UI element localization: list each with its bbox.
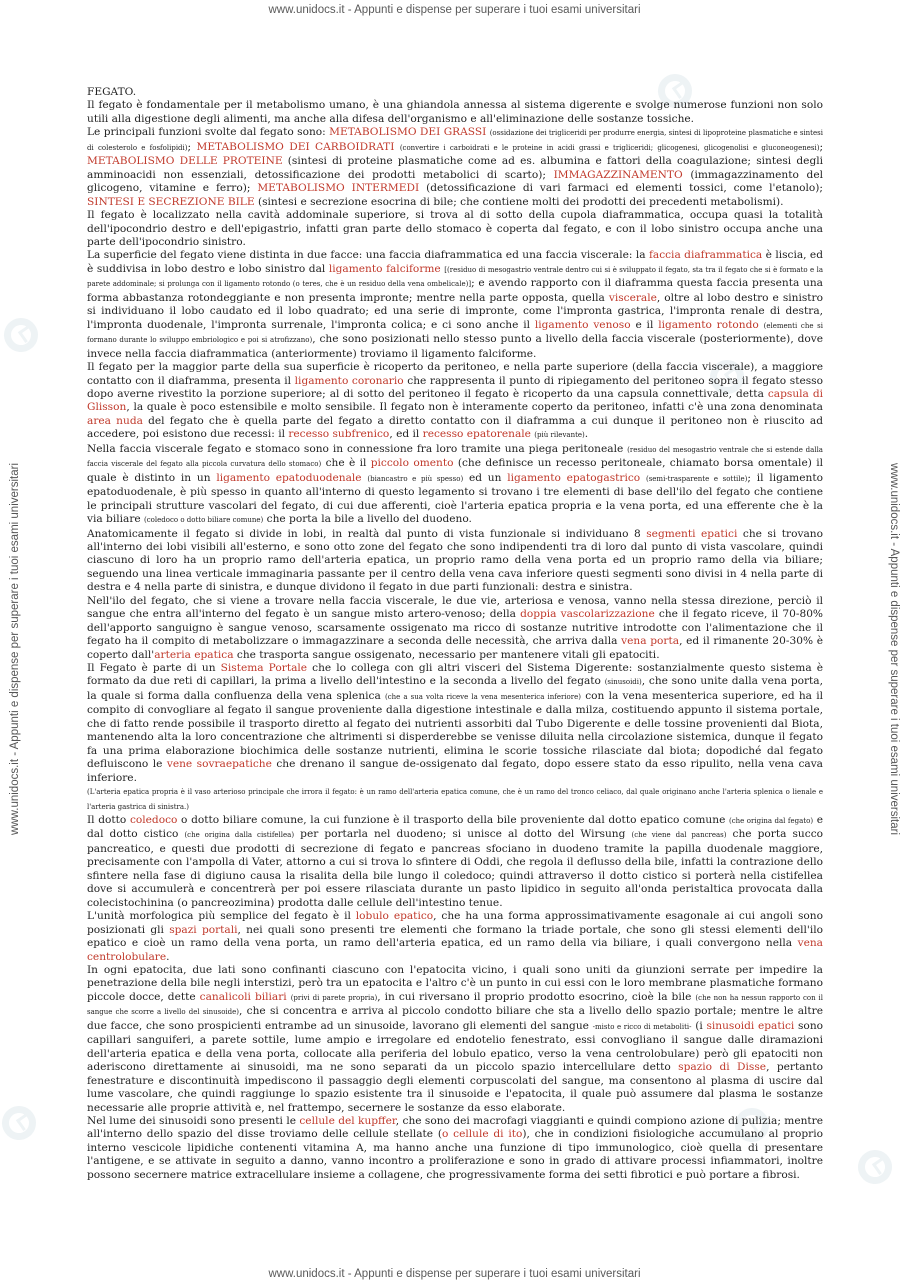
text-run: Il fegato per la maggior parte della sua superficie è ricoperto da peritoneo, e nella parte superiore (della faccia viscerale), a maggiore contatto con il diaframma, presenta il: [87, 361, 823, 387]
paragraph: [87, 814, 823, 910]
paragraph: [87, 1115, 823, 1182]
highlighted-term: ligamento coronario: [294, 374, 404, 387]
text-run: ; e avendo rapporto con il diaframma questa faccia presenta una forma abbastanza rotondeggiante e non presenta impronte; mentre nella parte opposta, quella: [87, 277, 823, 304]
highlighted-term: area nuda: [87, 414, 143, 427]
text-run: Nell'ilo del fegato, che si viene a trovare nella faccia viscerale, le due vie, arteriosa e venosa, vanno nella stessa direzione, perciò il sangue che entra all'interno del fegato è un sangue misto artero-venoso; della: [87, 594, 823, 621]
highlighted-term: faccia diaframmatica: [648, 249, 763, 262]
text-run: Nella faccia viscerale fegato e stomaco sono in connessione fra loro tramite una piega peritoneale: [87, 442, 628, 455]
text-run: Il Fegato è parte di un: [87, 662, 221, 675]
text-run: (sintesi di proteine plasmatiche come ad es. albumina e fattori della coagulazione; sintesi degli amminoacidi non essenziali, detossificazione dei prodotti metabolici di scarto);: [87, 155, 823, 181]
highlighted-term: segmenti epatici: [646, 527, 738, 540]
highlighted-term: METABOLISMO DEI CARBOIDRATI: [196, 140, 395, 153]
text-run: sono capillari sanguiferi, a parete sottile, lume ampio e irregolare ed endotelio fenestrato, essi convogliano il sangue dalle diramazioni dell'arteria epatica e della vena porta, collocate alla periferia del lobulo epatico, verso la vena centrolobulare) però gli epatociti non aderiscono direttamente ai sinusoidi, ma ne sono separati da un piccolo spazio intercellulare detto: [87, 1019, 824, 1074]
highlighted-term: vena centrolobulare: [87, 937, 823, 963]
text-run: , la quale è poco estensibile e molto sensibile. Il fegato non è interamente coperto da peritoneo, infatti c'è una zona denominata: [126, 401, 823, 414]
text-run: ;: [187, 140, 197, 153]
text-run: che porta succo pancreatico, e questi due prodotti di secrezione di fegato e pancreas sfociano in duodeno tramite la papilla duodenale maggiore, precisamente con l'ampolla di Vater, attorno a cui si trova lo sfintere di Oddi, che regola il deflusso della bile, infatti la contrazione dello sfintere nella fase di digiuno causa la risalita della bile lungo il coledoco; quindi attraverso il dotto cistico si porterà nella cistifellea dove si accumulerà e concentrerà per poi essere rilasciata durante un pasto lipidico in seguito all'onda peristaltica provocata dalla colecistochinina (o pancreozimina) prodotta dalle cellule dell'intestino tenue.: [87, 828, 823, 909]
highlighted-term: vena porta: [621, 635, 680, 648]
highlighted-term: IMMAGAZZINAMENTO: [553, 168, 683, 181]
small-note: (che viene dal pancreas): [631, 831, 727, 840]
text-run: In ogni epatocita, due lati sono confinanti ciascuno con l'epatocita vicino, i quali sono uniti da giunzioni serrate per impedire la penetrazione della bile negli interstizi, però tra un epatocita e l'altro c'è un punto in cui essi con le loro membrane plasmatiche formano piccole docce, dette: [87, 964, 823, 1003]
text-run: Anatomicamente il fegato si divide in lobi, in realtà dal punto di vista funzionale si individuano 8: [87, 527, 647, 540]
text-run: , pertanto fenestrature e discontinuità impediscono il passaggio degli elementi corpuscolati del sangue, ma consentono al plasma di uscire dal lume vascolare, che quindi raggiunge lo spazio esistente tra il sinusoide e l'epatocita, il quale può assumere dal plasma le sostanze necessarie alle proprie attività e, nel frattempo, secernere le sostanze da esso elaborate.: [87, 1061, 823, 1114]
highlighted-term: SINTESI E SECREZIONE BILE: [87, 195, 255, 208]
paragraph: [87, 209, 823, 249]
small-note: (ossidazione dei trigliceridi per produrre energia, sintesi di lipoproteine plasmatiche e sintesi di colesterolo e fosfolipidi): [87, 129, 823, 152]
document-title: FEGATO.: [87, 86, 137, 98]
text-run: che rappresenta il punto di ripiegamento del peritoneo sopra il fegato stesso dopo averne rivestito la porzione superiore; al di sotto del peritoneo il fegato è ricoperto da una capsula connettivale, detta: [87, 374, 823, 400]
text-run: , oltre al lobo destro e sinistro si individuano il lobo caudato ed il lobo quadrato; ed una serie di impronte, come l'impronta gastrica, l'impronta renale di destra, l'impronta duodenale, l'impronta surrenale, l'impronta colica; e ci sono anche il: [87, 291, 823, 331]
text-run: e il: [630, 318, 659, 331]
highlighted-term: doppia vascolarizzazione: [520, 608, 655, 621]
highlighted-term: METABOLISMO INTERMEDI: [257, 182, 420, 195]
footer-banner[interactable]: www.unidocs.it - Appunti e dispense per superare i tuoi esami universitari: [268, 1268, 641, 1280]
document-paragraphs: [87, 99, 823, 1182]
highlighted-term: capsula di Glisson: [87, 387, 823, 414]
highlighted-term: ligamento rotondo: [658, 318, 759, 331]
small-note: (semi-trasparente e sottile): [645, 474, 748, 483]
highlighted-term: recesso epatorenale: [422, 428, 531, 441]
paragraph: [87, 99, 823, 126]
small-note: (che a sua volta riceve la vena mesenterica inferiore): [385, 692, 581, 701]
highlighted-term: ligamento epatogastrico: [507, 471, 641, 484]
text-run: che trasporta sangue ossigenato, necessario per mantenere vitali gli epatociti.: [233, 648, 660, 661]
small-note: (che non ha nessun rapporto con il sangue che scorre a livello del sinusoide): [87, 993, 824, 1017]
small-note: (biancastro e più spesso): [367, 474, 464, 483]
small-note: (che origina dalla cistifellea): [184, 831, 295, 840]
text-run: , nei quali sono presenti tre elementi che formano la triade portale, che sono gli stessi elementi dell'ilo epatico e cioè un ramo della vena porta, un ramo dell'arteria epatica, ed un ramo della via biliare, i quali convergono nella: [87, 923, 823, 950]
highlighted-term: o cellule di ito: [441, 1128, 523, 1141]
text-run: , ed il rimanente 20-30% è coperto dall': [87, 635, 823, 661]
text-run: che il fegato riceve, il 70-80% dell'apporto sanguigno è sangue venoso, scarsamente ossigenato ma ricco di sostanze nutritive introdotte con l'alimentazione che il fegato ha il compito di metabolizzare o immagazzinare a seconda delle necessità, che arriva dalla: [87, 608, 824, 648]
paragraph: [87, 528, 823, 595]
text-run: Le principali funzioni svolte dal fegato sono:: [87, 126, 330, 139]
paragraph: [87, 785, 823, 814]
text-run: .: [584, 428, 589, 441]
text-run: .: [166, 950, 170, 963]
highlighted-term: ligamento epatoduodenale: [216, 471, 362, 484]
document-body: [87, 86, 823, 1182]
paragraph: [87, 662, 823, 785]
text-run: Il dotto: [87, 814, 130, 827]
text-run: (che definisce un recesso peritoneale, chiamato borsa omentale) il quale è distinto in un: [87, 457, 823, 484]
small-note: (sinusoidi): [604, 678, 642, 687]
paragraph: [87, 126, 823, 209]
text-run: ), che in condizioni fisiologiche accumulano al proprio interno vescicole lipidiche contenenti vitamina A, ma hanno anche una funzione di tipo immunologico, cioè quella di presentare l'antigene, e se attivate in seguito a danno, vanno incontro a proliferazione e sono in grado di attivare processi infiammatori, inoltre possono secernere matrice extracellulare insieme a collagene, che progressivamente forma dei setti fibrotici e può portare a fibrosi.: [87, 1128, 824, 1181]
text-run: , ed il: [389, 428, 423, 441]
text-run: ; il ligamento epatoduodenale, è più spesso in quanto all'interno di questo legamento si trovano i tre elementi di base dell'ilo del fegato che contiene le principali strutture vascolari del fegato, di cui due afferenti, cioè l'arteria epatica propria e la vena porta, ed una efferente che è la via biliare: [87, 471, 823, 526]
small-note: (privi di parete propria): [290, 993, 378, 1002]
paragraph: [87, 249, 823, 361]
header-banner[interactable]: www.unidocs.it - Appunti e dispense per superare i tuoi esami universitari: [268, 4, 641, 16]
small-note: (L'arteria epatica propria è il vaso arterioso principale che irrora il fegato: è un ramo dell'arteria epatica comune, che è un ramo del tronco celiaco, dal quale originano anche l'arteria splenica o lienale e l'arteria gastrica di sinistra.): [87, 788, 823, 811]
highlighted-term: piccolo omento: [370, 457, 454, 470]
paragraph: [87, 361, 823, 443]
highlighted-term: ligamento venoso: [534, 318, 631, 331]
highlighted-term: lobulo epatico: [355, 910, 434, 923]
highlighted-term: arteria epatica: [154, 648, 234, 661]
right-side-banner: www.unidocs.it - Appunti e dispense per superare i tuoi esami universitari: [888, 462, 900, 836]
small-note: (convertire i carboidrati e le proteine in acidi grassi e trigliceridi; glicogenesi, glicogenolisi e gluconeogenesi): [399, 143, 820, 152]
text-run: (sintesi e secrezione esocrina di bile; che contiene molti dei prodotti dei precedenti metabolismi).: [254, 195, 784, 208]
text-run: , che si concentra e arriva al piccolo condotto biliare che sta a livello dello spazio portale; mentre le altre due facce, che sono prospicienti entrambe ad un sinusoide, lavorano gli elementi del sangue: [87, 1005, 823, 1032]
highlighted-term: vene sovraepatiche: [166, 758, 272, 771]
paragraph: [87, 595, 823, 662]
highlighted-term: viscerale: [608, 291, 657, 304]
text-run: , che sono unite dalla vena porta, la quale si forma dalla confluenza della vena splenica: [87, 675, 823, 702]
highlighted-term: canalicoli biliari: [199, 990, 287, 1003]
highlighted-term: ligamento falciforme: [328, 262, 441, 275]
text-run: del fegato che è quella parte del fegato a diretto contatto con il diaframma a cui dunque il peritoneo non è riuscito ad accedere, poi esistono due recessi: il: [87, 414, 823, 441]
text-run: , che ha una forma approssimativamente esagonale ai cui angoli sono posizionati gli: [87, 910, 823, 936]
text-run: (immagazzinamento del glicogeno, vitamine e ferro);: [87, 168, 823, 195]
text-run: Nel lume dei sinusoidi sono presenti le: [87, 1114, 300, 1127]
text-run: che è il: [321, 457, 371, 470]
text-run: , che sono dei macrofagi viaggianti e quindi compiono azione di pulizia; mentre all'interno dello spazio del disse troviamo delle cellule stellate (: [87, 1114, 823, 1141]
small-note: (residuo del mesogastrio ventrale che si estende dalla faccia viscerale del fegato alla piccola curvatura dello stomaco): [87, 445, 823, 469]
text-run: che lo collega con gli altri visceri del Sistema Digerente: sostanzialmente questo sistema è formato da due reti di capillari, la prima a livello dell'intestino e la seconda a livello del fegato: [87, 662, 823, 688]
small-note: (elementi che si formano durante lo sviluppo embriologico e poi si atrofizzano): [87, 321, 824, 345]
text-run: ;: [819, 140, 824, 153]
small-note: [(residuo di mesogastrio ventrale dentro cui si è sviluppato il fegato, sta tra il fegato che si è formato e la parete addominale; si prolunga con il ligamento rotondo (o teres, che è un residuo della vena ombelicale)]: [87, 265, 824, 289]
paragraph: [87, 910, 823, 964]
text-run: che porta la bile a livello del duodeno.: [263, 513, 472, 526]
highlighted-term: spazi portali: [169, 923, 238, 936]
text-run: con la vena mesenterica superiore, ed ha il compito di convogliare al fegato il sangue proveniente dalla digestione intestinale e dalla milza, costituendo appunto il sistema portale, che di fatto rende possibile il trasporto diretto al fegato dei nutrienti assorbiti dal Tubo Digerente e delle tossine provenienti dal Biota, mantenendo alta la loro concentrazione che altrimenti si disperderebbe se venisse diluita nella circolazione sistemica, dunque il fegato fa una prima elaborazione biochimica delle sostanze nutrienti, elimina le scorie tossiche rilasciate dal biota; dopodiché dal fegato defluiscono le: [87, 689, 823, 771]
text-run: Il fegato è localizzato nella cavità addominale superiore, si trova al di sotto della cupola diaframmatica, occupa quasi la totalità dell'ipocondrio destro e dell'epigastrio, infatti gran parte dello stomaco è coperta dal fegato, e con il lobo sinistro occupa anche una parte dell'ipocondrio sinistro.: [87, 209, 823, 248]
text-run: è liscia, ed è suddivisa in lobo destro e lobo sinistro dal: [87, 249, 823, 275]
text-run: o dotto biliare comune, la cui funzione è il trasporto della bile proveniente dal dotto epatico comune: [177, 814, 729, 827]
text-run: , in cui riversano il proprio prodotto esocrino, cioè la bile: [377, 990, 696, 1003]
highlighted-term: METABOLISMO DEI GRASSI: [329, 126, 487, 139]
text-run: ed un: [463, 471, 508, 484]
small-note: -misto e ricco di metaboliti-: [592, 1022, 692, 1031]
highlighted-term: sinusoidi epatici: [706, 1019, 795, 1032]
small-note: (coledoco o dotto biliare comune): [144, 516, 264, 525]
text-run: L'unità morfologica più semplice del fegato è il: [87, 910, 356, 923]
highlighted-term: spazio di Disse: [678, 1061, 767, 1074]
small-note: (che origina dal fegato): [729, 817, 814, 826]
small-note: (più rilevante): [534, 431, 585, 440]
text-run: Il fegato è fondamentale per il metabolismo umano, è una ghiandola annessa al sistema digerente e svolge numerose funzioni non solo utili alla digestione degli alimenti, ma anche alla difesa dell'organismo e all'eliminazione delle sostanze tossiche.: [87, 99, 823, 125]
text-run: che si trovano all'interno dei lobi visibili all'esterno, e sono otto zone del fegato che sono indipendenti tra di loro dal punto di vista vascolare, quindi ciascuno di loro ha un proprio ramo dell'arteria epatica, un proprio ramo della vena porta ed un proprio ramo della via biliare; seguendo una linea verticale immaginaria passante per il centro della vena cava inferiore questi segmenti sono divisi in 4 nella parte di destra e 4 nella parte di sinistra, e dunque dividono il fegato in due parti funzionali: destra e sinistra.: [87, 527, 823, 594]
text-run: che drenano il sangue de-ossigenato dal fegato, dopo essere stato da esso ripulito, nella vena cava inferiore.: [87, 758, 823, 784]
text-run: (detossificazione di vari farmaci ed elementi tossici, come l'etanolo);: [419, 182, 823, 195]
text-run: (i: [691, 1019, 707, 1032]
highlighted-term: Sistema Portale: [220, 662, 308, 675]
text-run: per portarla nel duodeno; si unisce al dotto del Wirsung: [294, 828, 632, 841]
text-run: La superficie del fegato viene distinta in due facce: una faccia diaframmatica ed una faccia viscerale: la: [87, 249, 649, 262]
highlighted-term: cellule del kupffer: [299, 1114, 396, 1127]
paragraph: [87, 443, 823, 528]
text-run: , che sono posizionati nello stesso punto a livello della faccia viscerale (posteriormente), dove invece nella faccia diaframmatica (anteriormente) troviamo il ligamento falciforme.: [87, 333, 823, 360]
paragraph: [87, 964, 823, 1115]
highlighted-term: recesso subfrenico: [288, 428, 390, 441]
text-run: e dal dotto cistico: [87, 814, 823, 841]
watermark-logo-icon: [0, 1099, 43, 1146]
highlighted-term: coledoco: [129, 814, 178, 827]
watermark-logo-icon: [0, 311, 45, 358]
highlighted-term: METABOLISMO DELLE PROTEINE: [87, 155, 283, 168]
left-side-banner: www.unidocs.it - Appunti e dispense per superare i tuoi esami universitari: [9, 462, 21, 836]
